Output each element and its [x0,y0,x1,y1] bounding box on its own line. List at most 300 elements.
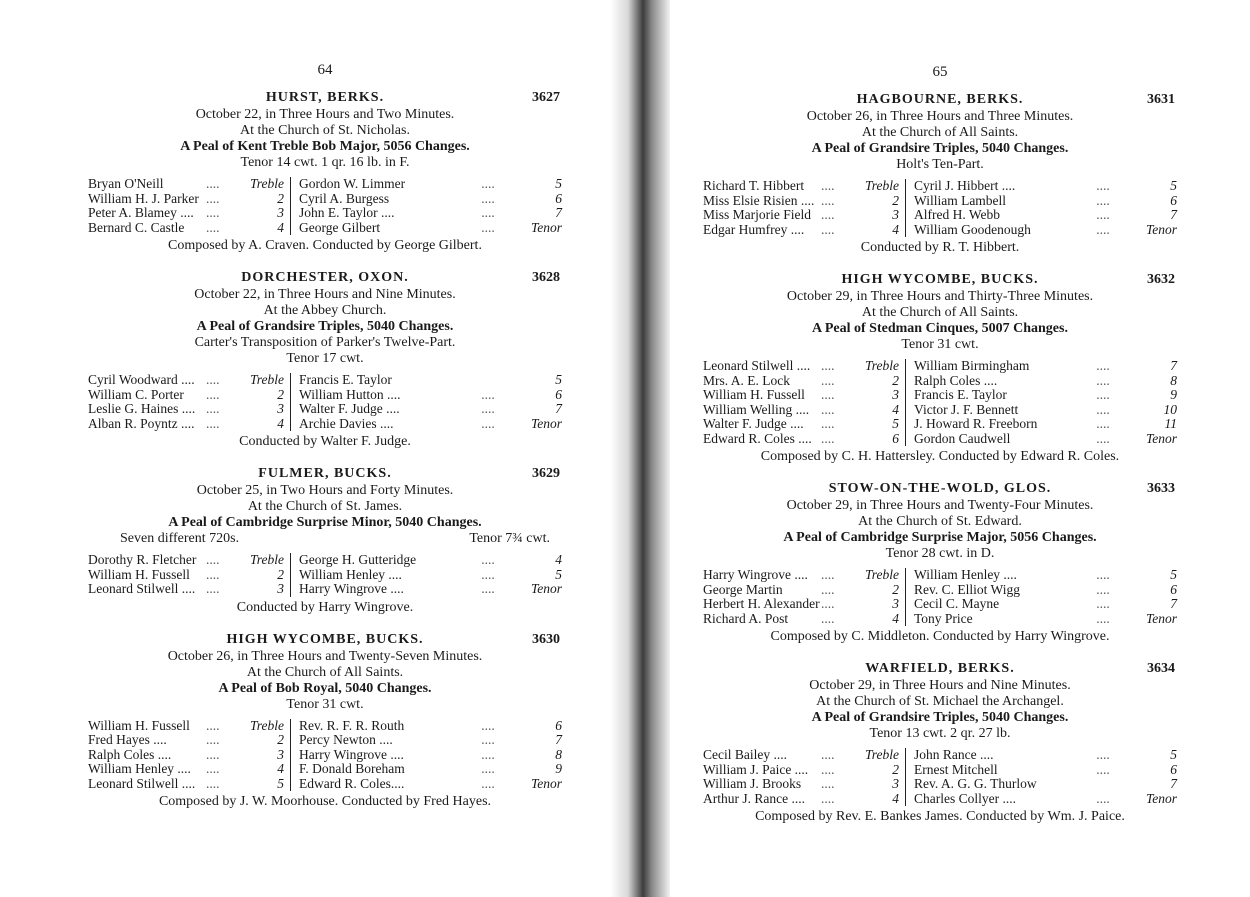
bell-number: Treble [861,359,906,374]
leader-dots: .... [206,717,220,733]
ringer-row [88,206,568,221]
bell-number: 4 [246,417,291,432]
ringer-name: William Henley .... [88,761,191,776]
bell-number: 2 [246,568,291,583]
leader-dots: .... [1096,221,1110,237]
peal-place: HIGH WYCOMBE, BUCKS. [226,631,424,647]
bell-number: 3 [861,597,906,612]
ringer-row [88,762,568,777]
leader-dots [469,373,507,388]
peal-detail-line: October 29, in Three Hours and Thirty-Three Minutes. [786,289,1094,304]
leader-dots: .... [481,552,495,567]
peal-record [80,631,570,812]
ringer-row [88,221,568,236]
peal-method: A Peal of Grandsire Triples, 5040 Changes. [811,141,1069,156]
ringer-row [703,763,1183,778]
ringer-name: Ralph Coles .... [914,372,998,388]
page-number: 64 [317,62,333,78]
leader-dots: .... [206,205,220,220]
ringer-row [703,583,1183,598]
ringer-row [88,388,568,403]
bell-number: 4 [861,792,906,807]
bell-number: 2 [861,374,906,389]
bell-number: 5 [1170,747,1177,762]
ringer-row [703,597,1183,612]
ringer-name: Walter F. Judge .... [299,401,400,416]
ringer-name: Rev. A. G. G. Thurlow [914,776,1037,791]
peal-detail-line: At the Church of All Saints. [246,664,404,680]
ringer-name: Herbert H. Alexander [703,596,820,611]
peal-note: Seven different 720s. [120,531,240,546]
peal-note-split [80,531,570,547]
leader-dots: .... [1096,581,1110,597]
ringer-name: William Birmingham [914,358,1030,373]
leader-dots: .... [821,596,835,611]
leader-dots: .... [206,761,220,776]
bell-number: 7 [1170,776,1177,791]
peal-footer: Composed by C. H. Hattersley. Conducted by Edward R. Coles. [760,449,1120,464]
leader-dots: .... [206,176,220,191]
ringer-row [703,223,1183,238]
leader-dots: .... [481,205,495,220]
leader-dots: .... [206,401,220,416]
bell-number: 9 [555,761,562,776]
ringer-row [88,719,568,734]
ringer-name: Francis E. Taylor [914,387,1007,402]
left-page [80,0,570,825]
leader-dots: .... [1096,178,1110,193]
peal-method: A Peal of Grandsire Triples, 5040 Changes. [811,710,1069,725]
ringer-name: William H. Fussell [88,717,190,733]
bell-number: 6 [1170,761,1177,777]
ringer-row [703,432,1183,447]
ringer-name: Leonard Stilwell .... [88,775,196,791]
leader-dots: .... [821,372,835,388]
leader-dots: .... [206,372,220,387]
peal-footer: Composed by Rev. E. Bankes James. Conducted by Wm. J. Paice. [755,809,1125,824]
peal-note: Tenor 28 cwt. in D. [885,546,995,561]
leader-dots: .... [1096,790,1110,806]
ringer-row [703,179,1183,194]
leader-dots: .... [821,581,835,597]
peal-detail-line: October 25, in Two Hours and Forty Minutes. [196,483,454,498]
bell-number: 8 [1170,372,1177,388]
bell-number: Tenor [530,219,562,235]
leader-dots: .... [1096,387,1110,402]
ringer-name: William J. Brooks [703,776,802,791]
ringer-name: William H. J. Parker [88,190,199,206]
ringer-table [703,179,1183,237]
ringer-name: Miss Elsie Risien .... [703,192,815,208]
ringer-name: Edward R. Coles.... [299,775,405,791]
bell-number: 10 [1163,401,1177,417]
bell-number: 5 [555,566,562,582]
bell-number: 3 [861,208,906,223]
peal-record [695,91,1185,257]
peal-note: Tenor 14 cwt. 1 qr. 16 lb. in F. [240,155,410,170]
bell-number: 4 [861,223,906,238]
ringer-name: Richard T. Hibbert [703,178,805,193]
bell-number: 2 [861,583,906,598]
leader-dots: .... [206,746,220,762]
bell-number: 2 [861,194,906,209]
bell-number: 7 [1170,358,1177,373]
ringer-name: Miss Marjorie Field [703,207,811,222]
peal-detail-line: At the Church of All Saints. [861,305,1019,320]
ringer-name: Cyril J. Hibbert .... [914,178,1016,193]
ringer-name: Edward R. Coles .... [703,430,812,446]
ringer-row [703,208,1183,223]
bell-number: Tenor [530,775,562,791]
bell-number: 9 [1170,387,1177,402]
peal-heading [695,91,1185,109]
ringer-name: Cyril Woodward .... [88,372,195,387]
ringer-name: Archie Davies .... [299,415,394,431]
leader-dots: .... [821,430,835,446]
bell-number: 5 [246,777,291,792]
leader-dots: .... [481,401,495,416]
peal-note: Holt's Ten-Part. [896,157,984,172]
leader-dots: .... [1096,401,1110,417]
bell-number: 5 [861,417,906,432]
peal-heading [80,465,570,483]
leader-dots: .... [206,581,220,596]
leader-dots: .... [481,717,495,733]
ringer-name: William H. Fussell [703,387,805,402]
peal-note: Tenor 17 cwt. [286,351,364,366]
leader-dots: .... [821,416,835,431]
bell-number: 7 [555,732,562,747]
leader-dots: .... [206,415,220,431]
bell-number: 3 [861,388,906,403]
bell-number: 7 [555,401,562,416]
leader-dots: .... [1096,610,1110,626]
ringer-name: Gordon W. Limmer [299,176,406,191]
ringer-name: Victor J. F. Bennett [914,401,1019,417]
bell-number: 7 [1170,207,1177,222]
peal-record [695,271,1185,466]
peal-detail-line: October 22, in Three Hours and Nine Minutes. [194,287,456,302]
ringer-name: Leonard Stilwell .... [703,358,811,373]
leader-dots: .... [821,401,835,417]
leader-dots: .... [481,732,495,747]
leader-dots: .... [481,581,495,596]
ringer-name: Cecil C. Mayne [914,596,1000,611]
bell-number: 3 [246,402,291,417]
bell-number: Treble [246,177,291,192]
peal-list [695,91,1185,826]
ringer-row [88,373,568,388]
ringer-name: Mrs. A. E. Lock [703,372,790,388]
leader-dots: .... [481,219,495,235]
ringer-name: Ralph Coles .... [88,746,172,762]
bell-number: 6 [555,190,562,206]
ringer-table [703,568,1183,626]
leader-dots: .... [1096,372,1110,388]
bell-number: 7 [555,205,562,220]
leader-dots: .... [481,761,495,776]
leader-dots: .... [481,775,495,791]
ringer-name: William Hutton .... [299,386,401,402]
bell-number: 3 [246,206,291,221]
leader-dots [1084,777,1122,792]
bell-number: 3 [246,582,291,597]
leader-dots: .... [821,192,835,208]
leader-dots: .... [1096,416,1110,431]
ringer-name: William Henley .... [299,566,402,582]
ringer-row [703,417,1183,432]
ringer-name: Cyril A. Burgess [299,190,390,206]
ringer-name: Charles Collyer .... [914,790,1016,806]
ringer-row [88,417,568,432]
peal-number: 3628 [532,270,560,285]
peal-place: STOW-ON-THE-WOLD, GLOS. [828,481,1052,496]
bell-number: Treble [246,373,291,388]
ringer-name: William Welling .... [703,401,810,417]
peal-detail-line: At the Church of St. Nicholas. [240,123,410,138]
peal-note: Tenor 13 cwt. 2 qr. 27 lb. [869,726,1011,741]
ringer-name: William J. Paice .... [703,761,809,777]
peal-number: 3627 [532,90,560,105]
bell-number: Treble [861,568,906,583]
bell-number: 4 [861,403,906,418]
leader-dots: .... [206,566,220,582]
bell-number: 6 [861,432,906,447]
ringer-name: Rev. C. Elliot Wigg [914,581,1020,597]
ringer-row [703,792,1183,807]
leader-dots: .... [206,219,220,235]
ringer-row [703,612,1183,627]
leader-dots: .... [821,387,835,402]
ringer-table [88,177,568,235]
right-page [695,0,1185,840]
peal-footer: Composed by C. Middleton. Conducted by Harry Wingrove. [770,629,1110,644]
ringer-row [703,359,1183,374]
ringer-name: F. Donald Boreham [299,761,405,776]
book-gutter-shadow [610,0,670,897]
bell-number: 4 [246,762,291,777]
bell-number: 7 [1170,596,1177,611]
peal-record [695,480,1185,646]
ringer-name: William Henley .... [914,567,1017,582]
peal-heading [695,480,1185,498]
peal-detail-line: October 29, in Three Hours and Twenty-Four Minutes. [786,498,1094,513]
leader-dots: .... [821,567,835,582]
leader-dots: .... [481,176,495,191]
ringer-name: Alban R. Poyntz .... [88,415,195,431]
ringer-row [88,777,568,792]
peal-detail-line: October 22, in Three Hours and Two Minutes. [195,107,455,122]
bell-number: 5 [555,176,562,191]
peal-place: FULMER, BUCKS. [258,466,392,481]
peal-heading [80,269,570,287]
ringer-row [88,733,568,748]
ringer-name: Peter A. Blamey .... [88,205,194,220]
peal-footer: Composed by J. W. Moorhouse. Conducted by Fred Hayes. [158,794,492,809]
ringer-name: Walter F. Judge .... [703,416,804,431]
bell-number: 6 [1170,581,1177,597]
peal-heading [695,660,1185,678]
bell-number: 6 [555,386,562,402]
leader-dots: .... [821,178,835,193]
peal-place: WARFIELD, BERKS. [865,661,1015,676]
ringer-row [703,568,1183,583]
bell-number: Tenor [1145,610,1177,626]
page-number: 65 [932,64,948,80]
ringer-name: John Rance .... [914,747,994,762]
leader-dots: .... [821,747,835,762]
ringer-row [88,568,568,583]
ringer-name: George H. Gutteridge [299,552,417,567]
peal-number: 3634 [1147,661,1175,676]
leader-dots: .... [481,415,495,431]
bell-number: 8 [555,746,562,762]
ringer-name: George Martin [703,581,783,597]
peal-detail-line: At the Church of St. Michael the Archangel. [816,694,1064,709]
peal-footer: Composed by A. Craven. Conducted by George Gilbert. [168,238,482,253]
ringer-row [88,748,568,763]
leader-dots: .... [1096,596,1110,611]
peal-detail-line: October 29, in Three Hours and Nine Minutes. [809,678,1071,693]
bell-number: 4 [555,552,562,567]
bell-number: Tenor [1145,430,1177,446]
peal-place: HAGBOURNE, BERKS. [856,92,1024,107]
bell-number: Treble [861,179,906,194]
ringer-row [703,388,1183,403]
leader-dots: .... [481,386,495,402]
peal-record [695,660,1185,826]
ringer-row [703,194,1183,209]
leader-dots: .... [821,610,835,626]
leader-dots: .... [1096,192,1110,208]
ringer-name: John E. Taylor .... [299,205,395,220]
bell-number: 5 [1170,567,1177,582]
leader-dots: .... [821,790,835,806]
ringer-name: Alfred H. Webb [914,207,1001,222]
leader-dots: .... [1096,747,1110,762]
peal-place: HIGH WYCOMBE, BUCKS. [841,272,1039,287]
bell-number: Tenor [1145,221,1177,237]
ringer-name: Fred Hayes .... [88,732,167,747]
bell-number: Tenor [530,415,562,431]
leader-dots: .... [1096,567,1110,582]
leader-dots: .... [1096,207,1110,222]
ringer-table [88,373,568,431]
ringer-name: Bryan O'Neill [88,176,164,191]
peal-place: HURST, BERKS. [265,90,385,105]
peal-number: 3633 [1147,481,1175,496]
ringer-name: William C. Porter [88,386,184,402]
ringer-row [88,177,568,192]
leader-dots: .... [821,207,835,222]
peal-detail-line: October 26, in Three Hours and Three Minutes. [806,109,1074,124]
peal-detail-line: At the Church of St. James. [247,499,403,514]
ringer-name: Gordon Caudwell [914,430,1011,446]
ringer-row [703,748,1183,763]
leader-dots: .... [481,746,495,762]
ringer-name: Percy Newton .... [299,732,393,747]
bell-number: 5 [555,372,562,387]
bell-number: Treble [861,748,906,763]
peal-detail-line: At the Church of St. Edward. [858,514,1022,529]
bell-number: 2 [246,733,291,748]
bell-number: 3 [246,748,291,763]
ringer-name: Harry Wingrove .... [299,746,404,762]
ringer-name: J. Howard R. Freeborn [914,416,1038,431]
peal-heading [695,271,1185,289]
peal-record [80,89,570,255]
leader-dots: .... [206,775,220,791]
ringer-name: Dorothy R. Fletcher [88,552,197,567]
leader-dots: .... [821,761,835,777]
ringer-name: William H. Fussell [88,566,190,582]
bell-number: Tenor [530,581,562,596]
peal-method: A Peal of Grandsire Triples, 5040 Changes. [196,319,454,334]
bell-number: 4 [246,221,291,236]
peal-number: 3631 [1147,92,1175,107]
leader-dots: .... [1096,430,1110,446]
ringer-name: Francis E. Taylor [299,372,392,387]
ringer-row [703,777,1183,792]
bell-number: 5 [1170,178,1177,193]
peal-method: A Peal of Stedman Cinques, 5007 Changes. [812,321,1068,336]
bell-number: 6 [555,717,562,733]
bell-number: Treble [246,719,291,734]
peal-footer: Conducted by Walter F. Judge. [239,434,411,449]
peal-footer: Conducted by R. T. Hibbert. [860,240,1020,255]
bell-number: 2 [861,763,906,778]
bell-number: 2 [246,388,291,403]
peal-tenor: Tenor 7¾ cwt. [469,531,550,546]
peal-heading [80,631,570,649]
ringer-table [703,359,1183,446]
peal-method: A Peal of Bob Royal, 5040 Changes. [218,680,432,696]
ringer-name: Ernest Mitchell [914,761,998,777]
peal-record [80,465,570,617]
ringer-row [88,402,568,417]
ringer-name: William Goodenough [914,221,1031,237]
peal-heading [80,89,570,107]
ringer-name: Edgar Humfrey .... [703,221,805,237]
leader-dots: .... [481,190,495,206]
ringer-name: Leslie G. Haines .... [88,401,196,416]
peal-number: 3630 [532,631,560,647]
peal-footer: Conducted by Harry Wingrove. [236,599,414,615]
peal-note: Tenor 31 cwt. [286,696,364,712]
leader-dots: .... [821,358,835,373]
ringer-name: Cecil Bailey .... [703,747,787,762]
ringer-name: Rev. R. F. R. Routh [299,717,405,733]
ringer-name: Leonard Stilwell .... [88,581,196,596]
bell-number: 4 [861,612,906,627]
peal-detail-line: October 26, in Three Hours and Twenty-Seven Minutes. [167,648,483,664]
ringer-row [703,374,1183,389]
ringer-name: Richard A. Post [703,610,789,626]
peal-method: A Peal of Kent Treble Bob Major, 5056 Changes. [180,139,470,154]
ringer-name: Bernard C. Castle [88,219,185,235]
ringer-name: Harry Wingrove .... [703,567,808,582]
bell-number: 11 [1164,416,1177,431]
bell-number: 6 [1170,192,1177,208]
peal-method: A Peal of Cambridge Surprise Major, 5056 Changes. [783,530,1097,545]
peal-detail-line: At the Abbey Church. [263,303,387,318]
peal-list [80,89,570,811]
leader-dots: .... [206,732,220,747]
ringer-name: Tony Price [914,610,973,626]
ringer-name: Arthur J. Rance .... [703,790,805,806]
leader-dots: .... [821,776,835,791]
ringer-table [703,748,1183,806]
